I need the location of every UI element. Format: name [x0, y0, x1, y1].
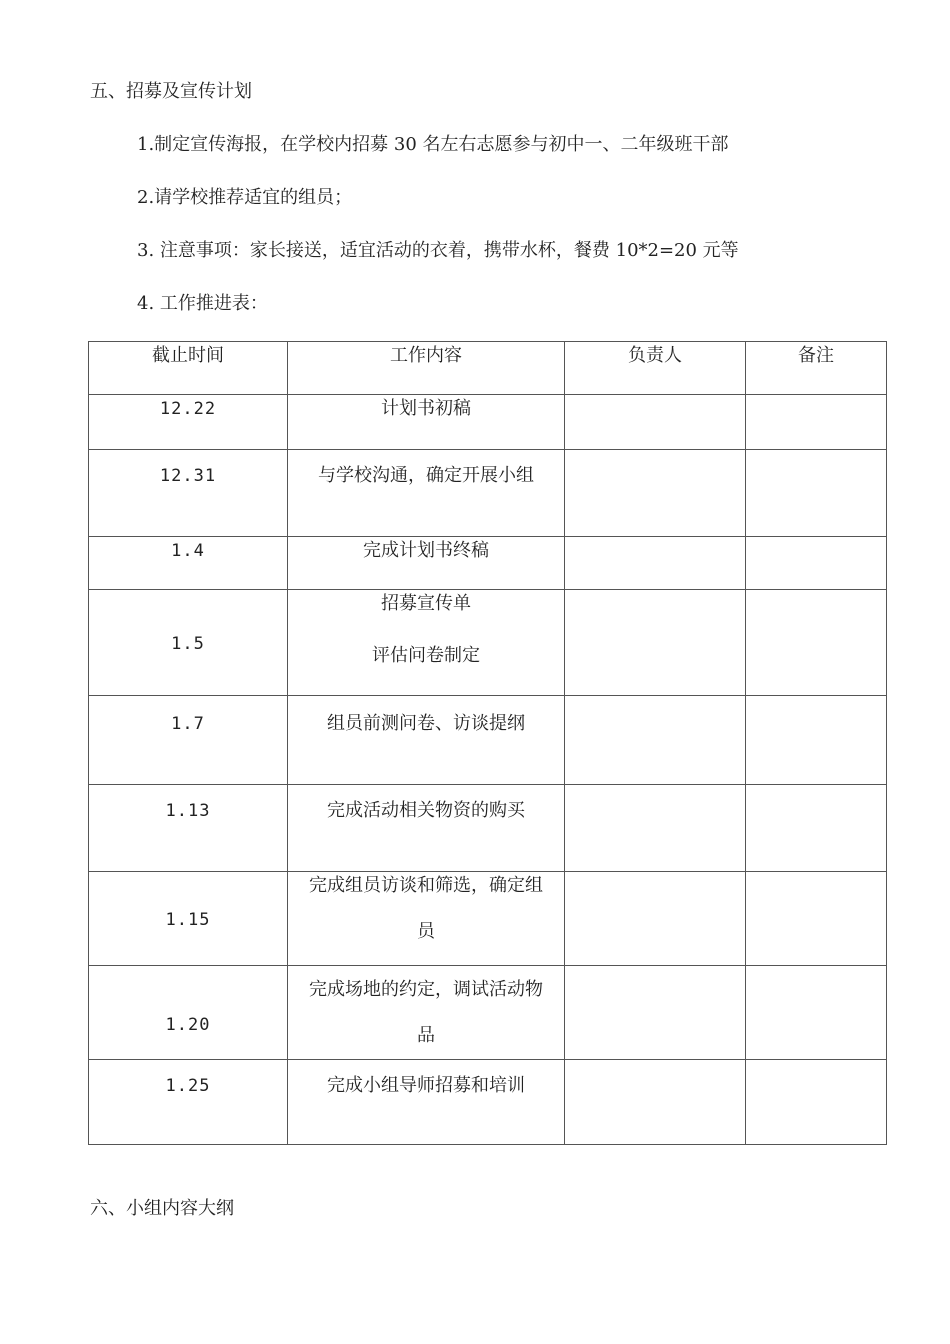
content-cell: [288, 872, 565, 966]
content-line: 完成场地的约定，调试活动物: [309, 979, 543, 1000]
content-line: 完成组员访谈和筛选，确定组: [309, 875, 543, 896]
table-row: [89, 395, 887, 450]
table-row: [89, 1060, 887, 1145]
content-cell: 组员前测问卷、访谈提纲: [288, 696, 565, 785]
note-cell: [746, 537, 887, 590]
list-item: 4. 工作推进表：: [137, 293, 268, 314]
content-line: 评估问卷制定: [372, 645, 480, 666]
header-owner: 负责人: [565, 342, 746, 395]
content-line: 员: [417, 921, 435, 942]
content-cell: 完成计划书终稿: [288, 537, 565, 590]
table-header-row: [89, 342, 887, 395]
note-cell: [746, 450, 887, 537]
content-cell: [288, 590, 565, 696]
note-cell: [746, 785, 887, 872]
note-cell: [746, 696, 887, 785]
owner-cell: [565, 537, 746, 590]
deadline-cell: 1.4: [89, 537, 288, 590]
content-cell: 与学校沟通，确定开展小组: [288, 450, 565, 537]
note-cell: [746, 1060, 887, 1145]
content-cell: 完成活动相关物资的购买: [288, 785, 565, 872]
header-note: 备注: [746, 342, 887, 395]
deadline-cell: 12.22: [89, 395, 288, 450]
table-row: [89, 450, 887, 537]
owner-cell: [565, 450, 746, 537]
deadline-cell: 1.7: [89, 696, 288, 785]
owner-cell: [565, 590, 746, 696]
owner-cell: [565, 872, 746, 966]
deadline-cell: 1.25: [89, 1060, 288, 1145]
note-cell: [746, 966, 887, 1060]
content-cell: 计划书初稿: [288, 395, 565, 450]
header-deadline: 截止时间: [89, 342, 288, 395]
deadline-cell: 1.5: [89, 590, 288, 696]
section-6-heading: 六、小组内容大纲: [90, 1198, 234, 1219]
owner-cell: [565, 395, 746, 450]
owner-cell: [565, 696, 746, 785]
note-cell: [746, 590, 887, 696]
section-5-heading: 五、招募及宣传计划: [90, 81, 252, 102]
owner-cell: [565, 785, 746, 872]
owner-cell: [565, 1060, 746, 1145]
deadline-cell: 1.15: [89, 872, 288, 966]
table-row: [89, 872, 887, 966]
list-item: 1.制定宣传海报，在学校内招募 30 名左右志愿参与初中一、二年级班干部: [137, 134, 729, 155]
note-cell: [746, 395, 887, 450]
content-cell: 完成小组导师招募和培训: [288, 1060, 565, 1145]
owner-cell: [565, 966, 746, 1060]
list-item: 2.请学校推荐适宜的组员；: [137, 187, 353, 208]
table-row: [89, 696, 887, 785]
table-row: [89, 537, 887, 590]
content-cell: [288, 966, 565, 1060]
list-item: 3. 注意事项：家长接送，适宜活动的衣着，携带水杯，餐费 10*2=20 元等: [137, 240, 739, 261]
deadline-cell: 1.13: [89, 785, 288, 872]
note-cell: [746, 872, 887, 966]
work-schedule-table: [88, 341, 887, 1145]
content-line: 品: [417, 1025, 435, 1046]
table-row: [89, 966, 887, 1060]
deadline-cell: 12.31: [89, 450, 288, 537]
content-line: 招募宣传单: [381, 593, 471, 614]
deadline-cell: 1.20: [89, 966, 288, 1060]
table-row: [89, 590, 887, 696]
header-content: 工作内容: [288, 342, 565, 395]
table-row: [89, 785, 887, 872]
